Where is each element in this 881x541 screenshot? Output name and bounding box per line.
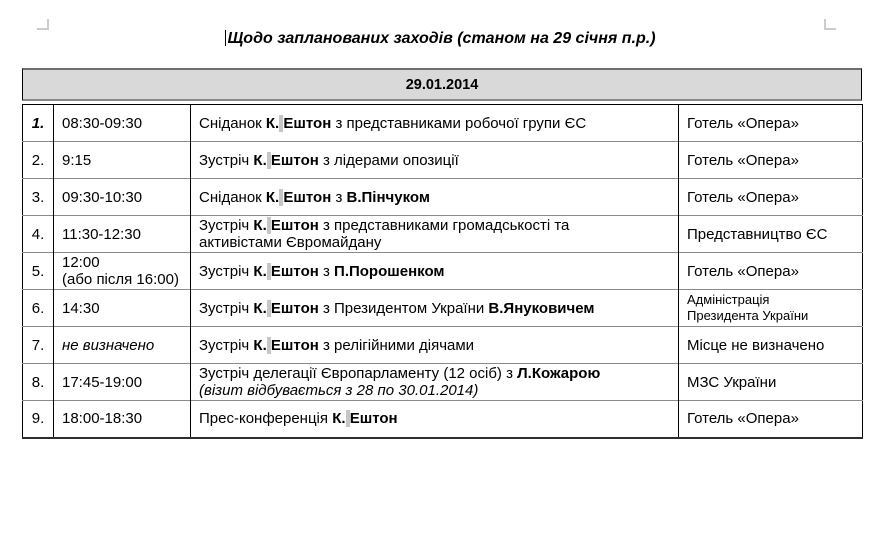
text-segment: Ештон [270, 151, 319, 169]
location-cell[interactable] [679, 401, 863, 438]
schedule-table-grid [22, 104, 863, 439]
table-row [23, 364, 863, 401]
text-line [62, 226, 182, 243]
text-segment: Адміністрація [687, 292, 770, 307]
text-line [199, 263, 670, 280]
row-number-cell[interactable]: 8. [23, 364, 54, 401]
table-row [23, 179, 863, 216]
text-segment: 08:30-09:30 [62, 114, 143, 132]
row-number-cell[interactable]: 4. [23, 216, 54, 253]
text-line [62, 115, 182, 132]
text-line [687, 374, 854, 391]
row-number-cell[interactable]: 2. [23, 142, 54, 179]
text-segment: Зустріч [199, 299, 254, 317]
text-segment: Зустріч [199, 217, 254, 234]
time-cell[interactable] [54, 401, 191, 438]
text-segment: К. [253, 262, 267, 280]
text-line [687, 308, 854, 324]
time-cell[interactable] [54, 216, 191, 253]
text-segment: активістами Євромайдану [199, 234, 382, 251]
text-segment: з [331, 188, 347, 206]
text-segment: К. [265, 114, 280, 132]
text-segment: з представниками громадськості та [318, 217, 570, 234]
text-line [199, 234, 670, 251]
text-segment: Ештон [270, 262, 319, 280]
text-segment: Президента України [687, 308, 809, 323]
text-segment: К. [332, 410, 346, 428]
time-cell[interactable] [54, 179, 191, 216]
text-segment: Ештон [349, 410, 398, 428]
description-cell[interactable] [191, 401, 679, 438]
text-segment: Ештон [283, 114, 332, 132]
text-segment: Зустріч [199, 262, 254, 280]
text-line [62, 271, 182, 288]
text-segment: (візит відбувається з 28 по 30.01.2014) [199, 382, 479, 399]
row-number-cell[interactable]: 7. [23, 327, 54, 364]
location-cell[interactable] [679, 364, 863, 401]
text-segment: 09:30-10:30 [62, 188, 143, 206]
text-segment: з релігійними діячами [318, 336, 475, 354]
table-row [23, 290, 863, 327]
text-segment: В.Пінчуком [346, 188, 430, 206]
text-segment: К. [253, 336, 267, 354]
text-segment: Зустріч [199, 336, 254, 354]
text-segment: з [318, 262, 335, 280]
text-segment: Ештон [283, 188, 332, 206]
time-cell[interactable] [54, 290, 191, 327]
description-cell[interactable] [191, 364, 679, 401]
location-cell[interactable] [679, 179, 863, 216]
text-boundary-corner-top-right-icon [824, 19, 836, 30]
text-segment: 18:00-18:30 [62, 410, 143, 428]
description-cell[interactable] [191, 179, 679, 216]
description-cell[interactable] [191, 216, 679, 253]
text-line [62, 410, 182, 427]
document-title-text: Щодо запланованих заходів (станом на 29 січня п.р.) [227, 30, 656, 47]
location-cell[interactable] [679, 290, 863, 327]
text-segment: Готель «Опера» [687, 114, 799, 132]
time-cell[interactable] [54, 327, 191, 364]
location-cell[interactable] [679, 105, 863, 142]
text-line [687, 292, 854, 308]
text-segment: 11:30-12:30 [62, 225, 141, 243]
text-segment: 12:00 [62, 254, 100, 271]
text-boundary-corner-top-left-icon [37, 19, 49, 30]
text-line [62, 152, 182, 169]
text-line [687, 410, 854, 427]
description-cell[interactable] [191, 290, 679, 327]
text-segment: з представниками робочої групи ЄС [331, 114, 587, 132]
text-line [687, 115, 854, 132]
schedule-table [22, 68, 862, 439]
text-segment: з Президентом України [318, 299, 489, 317]
location-cell[interactable] [679, 216, 863, 253]
description-cell[interactable] [191, 142, 679, 179]
text-line [199, 189, 670, 206]
row-number-cell[interactable]: 1. [31, 114, 45, 132]
text-segment: МЗС України [687, 373, 777, 391]
time-cell[interactable] [54, 105, 191, 142]
text-line [199, 300, 670, 317]
text-line [687, 226, 854, 243]
text-segment: К. [253, 217, 267, 234]
row-number-cell[interactable]: 3. [23, 179, 54, 216]
text-segment: Готель «Опера» [687, 262, 799, 280]
text-segment: Місце не визначено [687, 336, 825, 354]
text-segment: Готель «Опера» [687, 410, 799, 428]
table-row [23, 105, 863, 142]
text-line [199, 365, 670, 382]
text-line [199, 410, 670, 427]
text-segment: з лідерами опозиції [318, 151, 459, 169]
text-segment: Прес-конференція [199, 410, 333, 428]
text-line [62, 189, 182, 206]
table-row [23, 401, 863, 438]
table-row [23, 253, 863, 290]
text-segment: 17:45-19:00 [62, 373, 143, 391]
text-line [62, 337, 182, 354]
location-cell[interactable] [679, 327, 863, 364]
description-cell[interactable] [191, 253, 679, 290]
schedule-table-body [23, 105, 863, 438]
text-line [687, 152, 854, 169]
text-segment: Ештон [270, 299, 319, 317]
text-line [687, 337, 854, 354]
text-segment: Зустріч [199, 151, 254, 169]
table-header-date[interactable]: 29.01.2014 [22, 68, 862, 101]
text-segment: Сніданок [199, 114, 266, 132]
text-segment: Готель «Опера» [687, 188, 799, 206]
text-segment: К. [253, 299, 267, 317]
location-cell[interactable] [679, 142, 863, 179]
text-line [199, 217, 670, 234]
location-cell[interactable] [679, 253, 863, 290]
text-segment: (або після 16:00) [62, 271, 179, 288]
text-line [62, 254, 182, 271]
text-segment: Ештон [270, 336, 319, 354]
text-segment: 9:15 [62, 151, 92, 169]
text-segment: К. [265, 188, 280, 206]
text-segment: Представництво ЄС [687, 225, 828, 243]
table-row [23, 327, 863, 364]
text-segment: К. [253, 151, 267, 169]
text-line [687, 263, 854, 280]
text-line [199, 115, 670, 132]
text-segment: Зустріч делегації Європарламенту (12 осіб) з [199, 365, 518, 382]
text-segment: не визначено [62, 336, 155, 354]
time-cell[interactable] [54, 142, 191, 179]
text-line [62, 374, 182, 391]
row-number-cell[interactable]: 6. [23, 290, 54, 327]
text-segment: Л.Кожарою [517, 365, 601, 382]
text-line [199, 152, 670, 169]
text-segment: Готель «Опера» [687, 151, 799, 169]
text-segment: 14:30 [62, 299, 100, 317]
description-cell[interactable] [191, 327, 679, 364]
text-line [62, 300, 182, 317]
row-number-cell[interactable]: 9. [23, 401, 54, 438]
time-cell[interactable] [54, 364, 191, 401]
description-cell[interactable] [191, 105, 679, 142]
text-segment: П.Порошенком [334, 262, 445, 280]
document-title[interactable] [0, 30, 881, 48]
text-segment: Сніданок [199, 188, 266, 206]
table-row [23, 216, 863, 253]
time-cell[interactable] [54, 253, 191, 290]
table-row [23, 142, 863, 179]
text-segment: Ештон [270, 217, 319, 234]
text-line [199, 337, 670, 354]
text-line [199, 382, 670, 399]
text-segment: В.Януковичем [488, 299, 595, 317]
row-number-cell[interactable]: 5. [23, 253, 54, 290]
text-line [687, 189, 854, 206]
